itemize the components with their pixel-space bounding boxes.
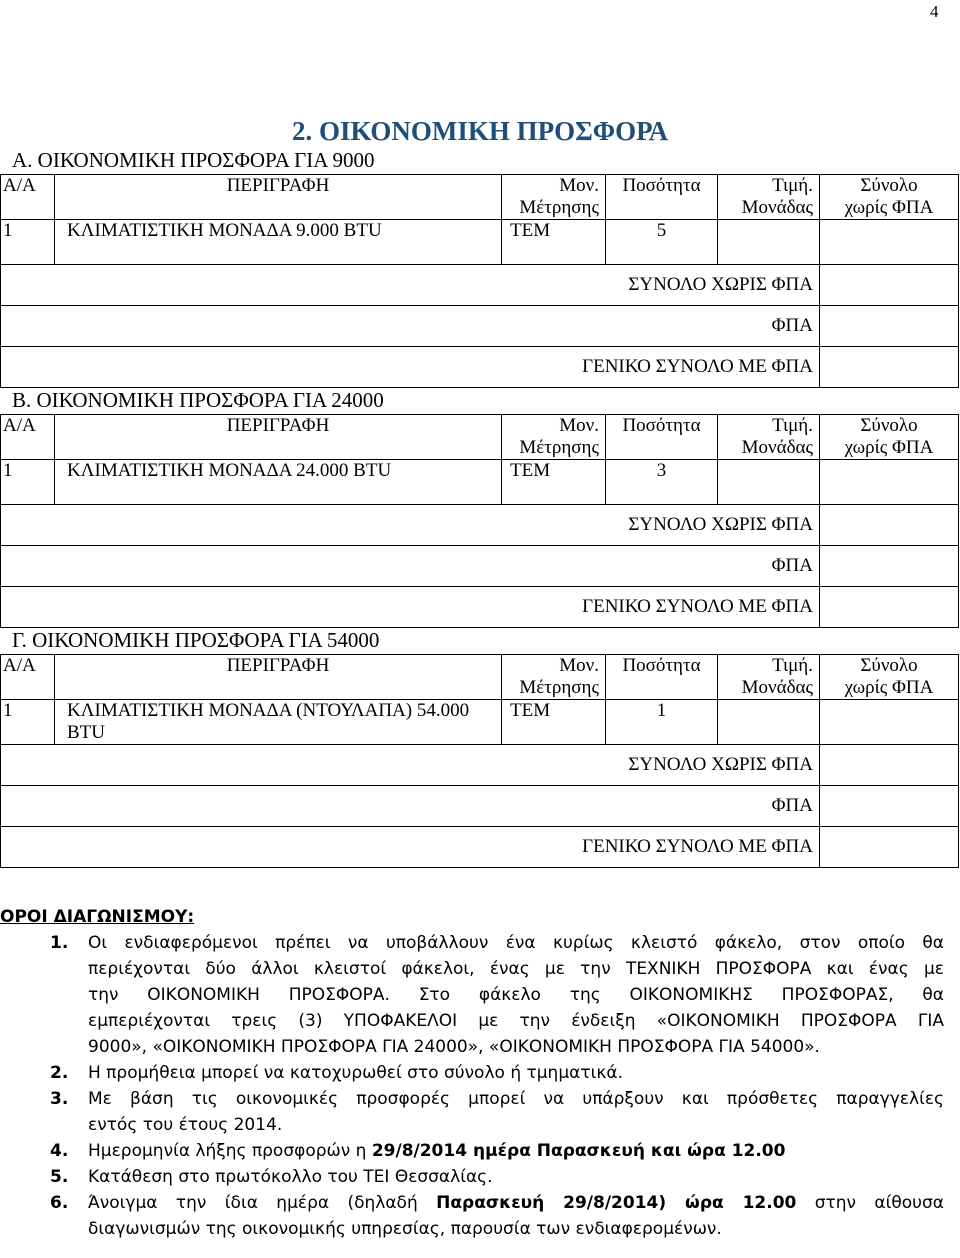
item-quantity: 5 bbox=[606, 220, 718, 265]
vat-label: ΦΠΑ bbox=[1, 546, 820, 587]
header-unit-price bbox=[718, 175, 820, 220]
header-unit bbox=[502, 415, 606, 460]
item-description-line2: BTU bbox=[67, 722, 105, 743]
subtotal-label: ΣΥΝΟΛΟ ΧΩΡΙΣ ΦΠΑ bbox=[1, 505, 820, 546]
subtotal-value bbox=[820, 505, 959, 546]
vat-value bbox=[820, 786, 959, 827]
item-unit: ΤΕΜ bbox=[502, 700, 606, 745]
grand-total-value bbox=[820, 347, 959, 388]
section-title: Γ. ΟΙΚΟΝΟΜΙΚΗ ΠΡΟΣΦΟΡΑ ΓΙΑ 54000 bbox=[12, 628, 380, 652]
header-quantity: Ποσότητα bbox=[606, 175, 718, 220]
header-description: ΠΕΡΙΓΡΑΦΗ bbox=[55, 175, 502, 220]
vat-label: ΦΠΑ bbox=[1, 306, 820, 347]
item-description bbox=[55, 220, 502, 265]
term-line: Κατάθεση στο πρωτόκολλο του ΤΕΙ Θεσσαλίας. bbox=[88, 1167, 493, 1187]
terms-heading: ΟΡΟΙ ΔΙΑΓΩΝΙΣΜΟΥ: bbox=[0, 907, 195, 927]
vat-row bbox=[1, 546, 959, 587]
header-price-line1: Τιμή. bbox=[772, 415, 813, 436]
item-number: 1 bbox=[1, 220, 55, 265]
term-text: Άνοιγμα την ίδια ημέρα (δηλαδή bbox=[88, 1193, 437, 1213]
header-total-line1: Σύνολο bbox=[860, 175, 918, 196]
header-total-line1: Σύνολο bbox=[860, 655, 918, 676]
item-unit-price bbox=[718, 220, 820, 265]
term-line: περιέχονται δύο άλλοι κλειστοί φάκελοι, ένας με την ΤΕΧΝΙΚΗ ΠΡΟΣΦΟΡΑ και ένας με bbox=[88, 959, 944, 979]
subtotal-row bbox=[1, 745, 959, 786]
header-unit-line2: Μέτρησης bbox=[519, 197, 599, 218]
header-description: ΠΕΡΙΓΡΑΦΗ bbox=[55, 655, 502, 700]
grand-total-row bbox=[1, 347, 959, 388]
term-line: διαγωνισμών της οικονομικής υπηρεσίας, παρουσία των ενδιαφερομένων. bbox=[88, 1219, 722, 1239]
header-unit-line2: Μέτρησης bbox=[519, 677, 599, 698]
header-total-no-vat bbox=[820, 415, 959, 460]
term-deadline: 29/8/2014 ημέρα Παρασκευή και ώρα 12.00 bbox=[371, 1141, 786, 1161]
term-line: Η προμήθεια μπορεί να κατοχυρωθεί στο σύνολο ή τμηματικά. bbox=[88, 1063, 623, 1083]
vat-value bbox=[820, 306, 959, 347]
header-unit-line2: Μέτρησης bbox=[519, 437, 599, 458]
header-aa: Α/Α bbox=[1, 415, 55, 460]
term-number: 3. bbox=[50, 1089, 69, 1109]
item-unit: ΤΕΜ bbox=[502, 220, 606, 265]
header-total-line2: χωρίς ΦΠΑ bbox=[844, 197, 934, 218]
offer-table bbox=[0, 414, 960, 628]
subtotal-row bbox=[1, 505, 959, 546]
item-number: 1 bbox=[1, 460, 55, 505]
term-opening-date: Παρασκευή 29/8/2014) ώρα 12.00 bbox=[436, 1193, 797, 1213]
term-number: 2. bbox=[50, 1063, 69, 1083]
term-line bbox=[88, 1190, 944, 1216]
term-text: Ημερομηνία λήξης προσφορών η bbox=[88, 1141, 372, 1161]
term-number: 6. bbox=[50, 1193, 69, 1213]
term-line: 9000», «ΟΙΚΟΝΟΜΙΚΗ ΠΡΟΣΦΟΡΑ ΓΙΑ 24000», «ΟΙΚΟΝΟΜΙΚΗ ΠΡΟΣΦΟΡΑ ΓΙΑ 54000». bbox=[88, 1037, 820, 1057]
term-line: την ΟΙΚΟΝΟΜΙΚΗ ΠΡΟΣΦΟΡΑ. Στο φάκελο της ΟΙΚΟΝΟΜΙΚΗΣ ΠΡΟΣΦΟΡΑΣ, θα bbox=[88, 985, 944, 1005]
item-unit-price bbox=[718, 700, 820, 745]
table-header-row bbox=[1, 175, 959, 220]
page-number: 4 bbox=[930, 2, 939, 21]
item-total bbox=[820, 220, 959, 265]
header-price-line2: Μονάδας bbox=[741, 677, 813, 698]
header-price-line1: Τιμή. bbox=[772, 655, 813, 676]
item-description bbox=[55, 700, 502, 745]
header-total-line1: Σύνολο bbox=[860, 415, 918, 436]
subtotal-value bbox=[820, 745, 959, 786]
term-number: 5. bbox=[50, 1167, 69, 1187]
term-line bbox=[88, 1138, 944, 1164]
item-number: 1 bbox=[1, 700, 55, 745]
header-quantity: Ποσότητα bbox=[606, 655, 718, 700]
header-description: ΠΕΡΙΓΡΑΦΗ bbox=[55, 415, 502, 460]
item-total bbox=[820, 700, 959, 745]
subtotal-row bbox=[1, 265, 959, 306]
subtotal-value bbox=[820, 265, 959, 306]
item-unit-price bbox=[718, 460, 820, 505]
item-unit: ΤΕΜ bbox=[502, 460, 606, 505]
header-unit-price bbox=[718, 655, 820, 700]
section-title: Α. ΟΙΚΟΝΟΜΙΚΗ ΠΡΟΣΦΟΡΑ ΓΙΑ 9000 bbox=[12, 148, 375, 172]
table-row bbox=[1, 460, 959, 505]
table-header-row bbox=[1, 655, 959, 700]
term-line: εμπεριέχονται τρεις (3) ΥΠΟΦΑΚΕΛΟΙ με την ένδειξη «ΟΙΚΟΝΟΜΙΚΗ ΠΡΟΣΦΟΡΑ ΓΙΑ bbox=[88, 1011, 944, 1031]
grand-total-value bbox=[820, 587, 959, 628]
item-description-line1: ΚΛΙΜΑΤΙΣΤΙΚΗ ΜΟΝΑΔΑ 24.000 BTU bbox=[67, 460, 392, 481]
vat-row bbox=[1, 306, 959, 347]
table-row bbox=[1, 700, 959, 745]
section-title: Β. ΟΙΚΟΝΟΜΙΚΗ ΠΡΟΣΦΟΡΑ ΓΙΑ 24000 bbox=[12, 388, 384, 412]
item-quantity: 3 bbox=[606, 460, 718, 505]
term-text: στην αίθουσα bbox=[796, 1193, 945, 1213]
offer-table bbox=[0, 654, 960, 868]
term-line: Με βάση τις οικονομικές προσφορές μπορεί να υπάρξουν και πρόσθετες παραγγελίες bbox=[88, 1089, 944, 1109]
vat-row bbox=[1, 786, 959, 827]
table-row bbox=[1, 220, 959, 265]
header-unit bbox=[502, 175, 606, 220]
offer-table bbox=[0, 174, 960, 388]
grand-total-row bbox=[1, 827, 959, 868]
grand-total-row bbox=[1, 587, 959, 628]
item-quantity: 1 bbox=[606, 700, 718, 745]
grand-total-label: ΓΕΝΙΚΟ ΣΥΝΟΛΟ ΜΕ ΦΠΑ bbox=[1, 827, 820, 868]
grand-total-value bbox=[820, 827, 959, 868]
subtotal-label: ΣΥΝΟΛΟ ΧΩΡΙΣ ΦΠΑ bbox=[1, 745, 820, 786]
header-total-line2: χωρίς ΦΠΑ bbox=[844, 677, 934, 698]
header-total-no-vat bbox=[820, 655, 959, 700]
header-price-line2: Μονάδας bbox=[741, 197, 813, 218]
header-unit-line1: Μον. bbox=[559, 655, 599, 676]
term-line: Οι ενδιαφερόμενοι πρέπει να υποβάλλουν ένα κυρίως κλειστό φάκελο, στον οποίο θα bbox=[88, 933, 944, 953]
page-title: 2. ΟΙΚΟΝΟΜΙΚΗ ΠΡΟΣΦΟΡΑ bbox=[292, 116, 669, 146]
header-aa: Α/Α bbox=[1, 655, 55, 700]
term-number: 1. bbox=[50, 933, 69, 953]
header-unit bbox=[502, 655, 606, 700]
term-line: εντός του έτους 2014. bbox=[88, 1115, 283, 1135]
item-description-line1: ΚΛΙΜΑΤΙΣΤΙΚΗ ΜΟΝΑΔΑ (ΝΤΟΥΛΑΠΑ) 54.000 bbox=[67, 700, 470, 721]
header-aa: Α/Α bbox=[1, 175, 55, 220]
header-quantity: Ποσότητα bbox=[606, 415, 718, 460]
header-price-line2: Μονάδας bbox=[741, 437, 813, 458]
header-price-line1: Τιμή. bbox=[772, 175, 813, 196]
header-total-line2: χωρίς ΦΠΑ bbox=[844, 437, 934, 458]
header-total-no-vat bbox=[820, 175, 959, 220]
header-unit-price bbox=[718, 415, 820, 460]
grand-total-label: ΓΕΝΙΚΟ ΣΥΝΟΛΟ ΜΕ ΦΠΑ bbox=[1, 587, 820, 628]
item-total bbox=[820, 460, 959, 505]
vat-value bbox=[820, 546, 959, 587]
header-unit-line1: Μον. bbox=[559, 415, 599, 436]
item-description bbox=[55, 460, 502, 505]
term-number: 4. bbox=[50, 1141, 69, 1161]
grand-total-label: ΓΕΝΙΚΟ ΣΥΝΟΛΟ ΜΕ ΦΠΑ bbox=[1, 347, 820, 388]
subtotal-label: ΣΥΝΟΛΟ ΧΩΡΙΣ ΦΠΑ bbox=[1, 265, 820, 306]
header-unit-line1: Μον. bbox=[559, 175, 599, 196]
table-header-row bbox=[1, 415, 959, 460]
item-description-line1: ΚΛΙΜΑΤΙΣΤΙΚΗ ΜΟΝΑΔΑ 9.000 BTU bbox=[67, 220, 382, 241]
vat-label: ΦΠΑ bbox=[1, 786, 820, 827]
